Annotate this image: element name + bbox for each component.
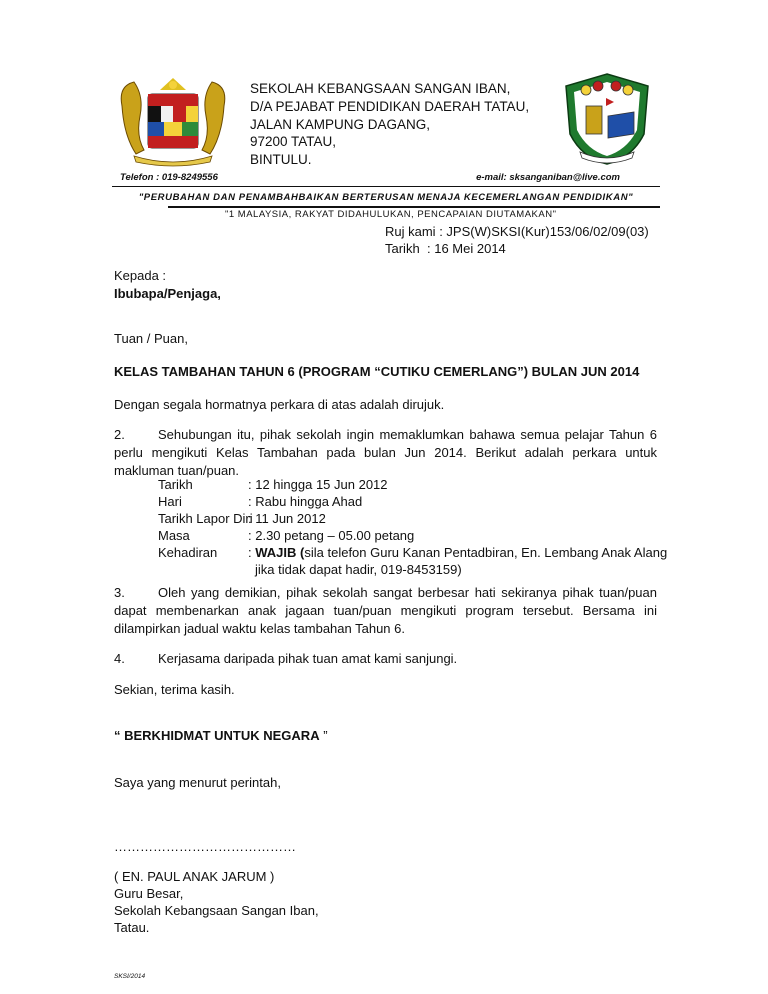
- paragraph-text: Kerjasama daripada pihak tuan amat kami sanjungi.: [158, 651, 458, 666]
- date-value: : 16 Mei 2014: [427, 241, 506, 256]
- sign-off: Saya yang menurut perintah,: [114, 775, 281, 790]
- subject-heading: KELAS TAMBAHAN TAHUN 6 (PROGRAM “CUTIKU CEMERLANG”) BULAN JUN 2014: [114, 364, 640, 379]
- address-line: JALAN KAMPUNG DAGANG,: [250, 116, 431, 132]
- address-line: SEKOLAH KEBANGSAAN SANGAN IBAN,: [250, 81, 511, 96]
- school-address: [250, 80, 529, 169]
- recipient-label: Kepada :: [114, 268, 167, 283]
- service-motto-close: ”: [319, 728, 328, 743]
- paragraph-2: [114, 426, 657, 480]
- closing-remark: Sekian, terima kasih.: [114, 682, 235, 697]
- ref-label: Ruj kami: [385, 224, 436, 239]
- address-line: BINTULU.: [250, 152, 312, 168]
- kehadiran-prefix: :: [248, 545, 256, 560]
- intro-paragraph: Dengan segala hormatnya perkara di atas adalah dirujuk.: [114, 397, 445, 412]
- detail-label: Masa: [158, 528, 190, 543]
- paragraph-text: Oleh yang demikian, pihak sekolah sangat berbesar hati sekiranya pihak tuan/puan dapat membenarkan anak jagaan tuan/puan mengikuti program tersebut. Bersama ini dilampirkan jadual waktu kelas tambahan Tahun 6.: [114, 585, 657, 636]
- email-address: e-mail: sksanganiban@live.com: [476, 172, 620, 183]
- signatory-name: ( EN. PAUL ANAK JARUM ): [114, 869, 275, 884]
- paragraph-text: Sehubungan itu, pihak sekolah ingin memaklumkan bahawa semua pelajar Tahun 6 perlu mengikuti Kelas Tambahan pada bulan Jun 2014. Berikut adalah perkara untuk makluman tuan/puan.: [114, 427, 657, 478]
- paragraph-number: 3.: [114, 585, 125, 600]
- detail-value: : 12 hingga 15 Jun 2012: [248, 477, 388, 492]
- detail-value: : 11 Jun 2012: [248, 511, 326, 526]
- school-motto: "PERUBAHAN DAN PENAMBAHBAIKAN BERTERUSAN MENAJA KECEMERLANGAN PENDIDIKAN": [138, 192, 634, 203]
- signatory-title: Guru Besar,: [114, 886, 184, 901]
- malaysia-coat-of-arms-icon: [114, 76, 232, 168]
- service-motto-text: “ BERKHIDMAT UNTUK NEGARA: [114, 728, 320, 743]
- footer-reference: SKSI/2014: [114, 973, 146, 980]
- paragraph-number: 4.: [114, 651, 125, 666]
- paragraph-4: [114, 650, 457, 667]
- reference-block: [385, 223, 649, 257]
- detail-label: Hari: [158, 494, 182, 509]
- signature-line: ……………………………………: [114, 839, 296, 854]
- detail-label: Tarikh Lapor Diri: [158, 511, 253, 526]
- signatory-town: Tatau.: [114, 920, 150, 935]
- ref-value: : JPS(W)SKSI(Kur)153/06/02/09(03): [439, 224, 649, 239]
- kehadiran-note: sila telefon Guru Kanan Pentadbiran, En. Lembang Anak Alang: [304, 545, 668, 560]
- national-slogan: "1 MALAYSIA, RAKYAT DIDAHULUKAN, PENCAPAIAN DIUTAMAKAN": [225, 209, 557, 220]
- detail-value: : Rabu hingga Ahad: [248, 494, 363, 509]
- telephone: Telefon : 019-8249556: [120, 172, 218, 183]
- date-label: Tarikh: [385, 241, 420, 256]
- signatory-school: Sekolah Kebangsaan Sangan Iban,: [114, 903, 319, 918]
- detail-value: [248, 544, 667, 561]
- detail-label: Tarikh: [158, 477, 193, 492]
- address-line: 97200 TATAU,: [250, 134, 337, 150]
- header-divider: [112, 186, 660, 187]
- paragraph-number: 2.: [114, 427, 125, 442]
- detail-label: Kehadiran: [158, 545, 218, 560]
- service-motto: [114, 727, 328, 744]
- address-line: D/A PEJABAT PENDIDIKAN DAERAH TATAU,: [250, 98, 530, 114]
- paragraph-3: [114, 584, 657, 638]
- salutation: Tuan / Puan,: [114, 331, 188, 346]
- kehadiran-note-line2: jika tidak dapat hadir, 019-8453159): [255, 562, 462, 577]
- detail-value: : 2.30 petang – 05.00 petang: [248, 528, 415, 543]
- recipient-name: Ibubapa/Penjaga,: [114, 286, 221, 301]
- header-divider-thick: [168, 206, 660, 208]
- school-badge-icon: [562, 72, 652, 168]
- kehadiran-required: WAJIB (: [255, 545, 305, 560]
